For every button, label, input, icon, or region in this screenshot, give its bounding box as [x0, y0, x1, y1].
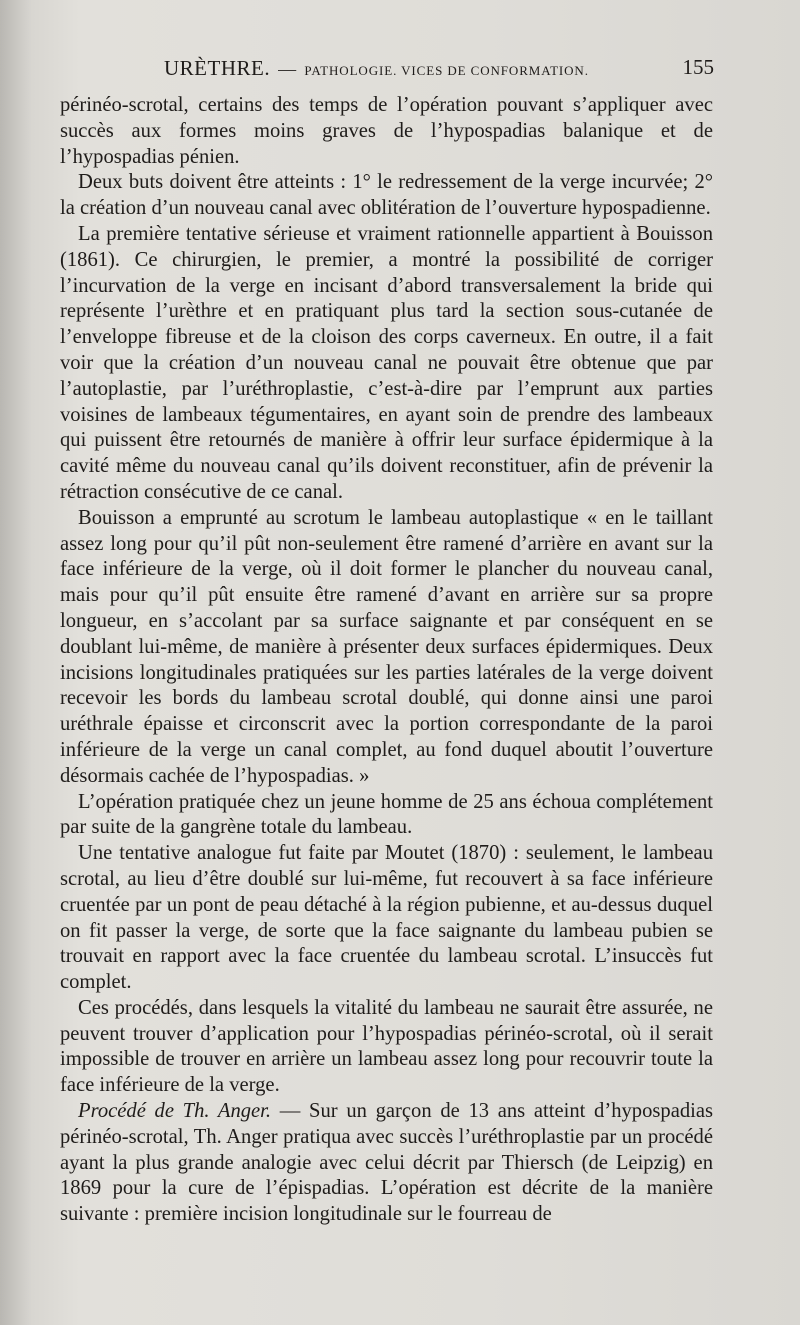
- body-text: [60, 93, 713, 1228]
- procedure-title: Procédé de Th. Anger.: [78, 1100, 272, 1123]
- running-title-section: PATHOLOGIE. VICES DE CONFORMATION.: [304, 63, 589, 78]
- paragraph-3: La première tentative sérieuse et vraiment rationnelle appartient à Bouisson (1861). Ce chirurgien, le premier, a montré la possibilité de corriger l’incurvation de la verge en incisant d’abord transversalement la bride qui représente l’urèthre et en pratiquant plus tard la section sous-cutanée de l’enveloppe fibreuse et de la cloison des corps caverneux. En outre, il a fait voir que la création d’un nouveau canal ne pouvait être obtenue que par l’autoplastie, par l’uréthroplastie, c’est-à-dire par l’emprunt aux parties voisines de lambeaux tégumentaires, en ayant soin de prendre des lambeaux qui puissent être retournés de manière à offrir leur surface épidermique à la cavité même du nouveau canal qu’ils doivent reconstituer, afin de prévenir la rétraction consécutive de ce canal.: [60, 222, 713, 503]
- procedure-text: — Sur un garçon de 13 ans atteint d’hypospadias périnéo-scrotal, Th. Anger pratiqua avec succès l’uréthroplastie par un procédé ayant la plus grande analogie avec celui décrit par Thiersch (de Leipzig) en 1869 pour la cure de l’épispadias. L’opération est décrite de la manière suivante : première incision longitudinale sur le fourreau de: [60, 1100, 714, 1226]
- paragraph-6: Une tentative analogue fut faite par Moutet (1870) : seulement, le lambeau scrotal, au lieu d’être doublé sur lui-même, fut recouvert à sa face inférieure cruentée par un pont de peau détaché à la région pubienne, et au-dessus duquel on fit passer la verge, de sorte que la face saignante du lambeau pubien se trouvait en rapport avec la face cruentée du lambeau scrotal. L’insuccès fut complet.: [60, 842, 713, 994]
- page-header: [60, 56, 714, 86]
- paragraph-2: Deux buts doivent être atteints : 1° le redressement de la verge incurvée; 2° la création d’un nouveau canal avec oblitération de l’ouverture hypospadienne.: [60, 171, 713, 220]
- paragraph-5: L’opération pratiquée chez un jeune homme de 25 ans échoua complétement par suite de la gangrène totale du lambeau.: [60, 790, 713, 839]
- paragraph-7: Ces procédés, dans lesquels la vitalité du lambeau ne saurait être assurée, ne peuvent trouver d’application pour l’hypospadias périnéo-scrotal, où il serait impossible de trouver en arrière un lambeau assez long pour recouvrir toute la face inférieure de la verge.: [60, 996, 713, 1097]
- paragraph-1: périnéo-scrotal, certains des temps de l’opération pouvant s’appliquer avec succès aux formes moins graves de l’hypospadias balanique et de l’hypospadias pénien.: [60, 94, 713, 168]
- page-number: 155: [682, 55, 714, 79]
- paragraph-4: Bouisson a emprunté au scrotum le lambeau autoplastique « en le taillant assez long pour qu’il pût non-seulement être ramené d’arrière en avant sur la face inférieure de la verge, où il doit former le plancher du nouveau canal, mais pour qu’il pût ensuite être ramené d’avant en arrière sur sa propre longueur, en s’accolant par sa surface saignante et par conséquent en se doublant lui-même, de manière à présenter deux surfaces épidermiques. Deux incisions longitudinales pratiquées sur les parties latérales de la verge doivent recevoir les bords du lambeau scrotal doublé, qui donne ainsi une paroi uréthrale épaisse et circonscrit avec la portion correspondante de la paroi inférieure de la verge un canal complet, au fond duquel aboutit l’ouverture désormais cachée de l’hypospadias. »: [60, 506, 713, 787]
- running-title-main: URÈTHRE.: [164, 56, 271, 80]
- running-title: [164, 56, 589, 81]
- running-title-separator: —: [278, 59, 297, 79]
- paragraph-8: [60, 1099, 713, 1228]
